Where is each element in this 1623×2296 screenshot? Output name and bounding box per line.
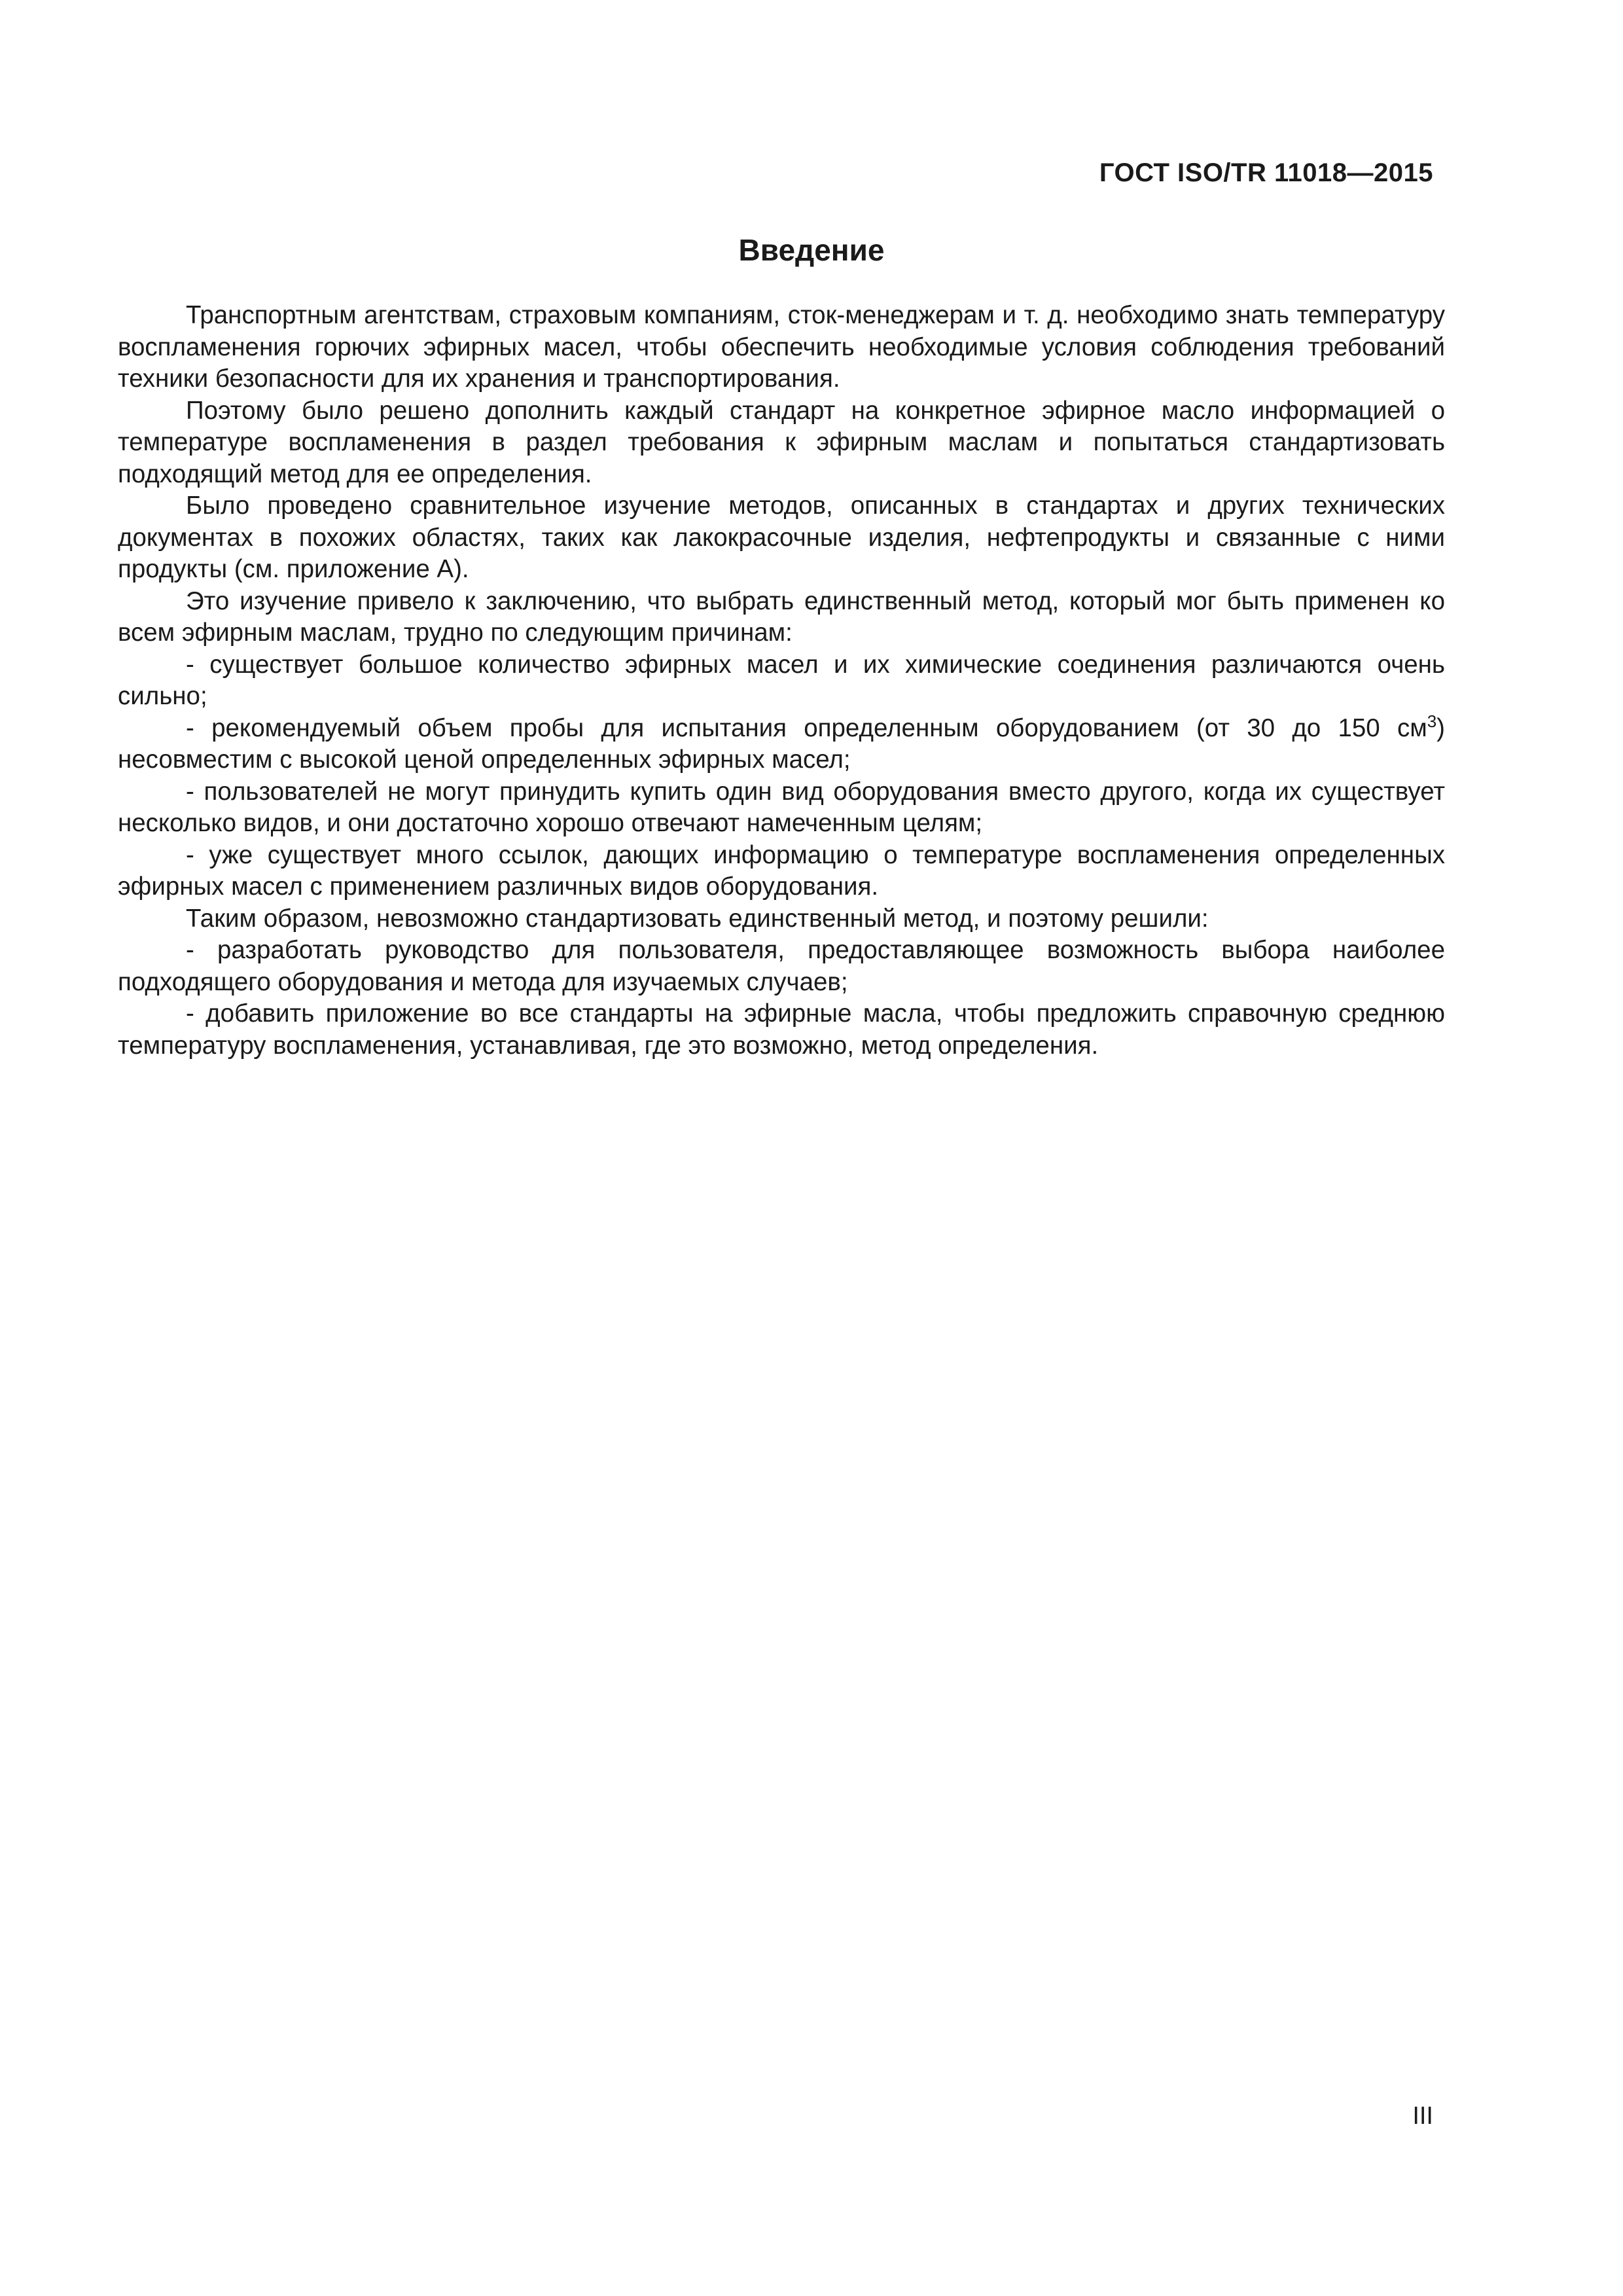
list-item: - разработать руководство для пользователя, предоставляющее возможность выбора наиболее подходящего оборудования и метода для изучаемых случаев; — [118, 936, 1445, 996]
paragraph: Поэтому было решено дополнить каждый стандарт на конкретное эфирное масло информацией о температуре воспламенения в раздел требования к эфирным маслам и попытаться стандартизовать подходящий метод для ее определения. — [118, 396, 1445, 488]
list-item: - существует большое количество эфирных масел и их химические соединения различаются очень сильно; — [118, 650, 1445, 710]
list-item: - уже существует много ссылок, дающих информацию о температуре воспламенения определенных эфирных масел с применением различных видов оборудования. — [118, 840, 1445, 901]
section-title: Введение — [738, 233, 885, 267]
list-item: - пользователей не могут принудить купить один вид оборудования вместо другого, когда их существует несколько видов, и они достаточно хорошо отвечают намеченным целям; — [118, 777, 1445, 837]
list-item-text: ) несовместим с высокой ценой определенных эфирных масел; — [118, 713, 1445, 774]
paragraph: Было проведено сравнительное изучение методов, описанных в стандартах и других технических документах в похожих областях, таких как лакокрасочные изделия, нефтепродукты и связанные с ними продукты (см. приложение А). — [118, 492, 1445, 583]
paragraph: Это изучение привело к заключению, что выбрать единственный метод, который мог быть применен ко всем эфирным маслам, трудно по следующим причинам: — [118, 586, 1445, 647]
page-number: III — [1412, 2102, 1433, 2130]
list-item — [118, 713, 1445, 776]
list-item: - добавить приложение во все стандарты на эфирные масла, чтобы предложить справочную среднюю температуру воспламенения, устанавливая, где это возможно, метод определения. — [118, 999, 1445, 1060]
introduction-body — [118, 300, 1445, 1062]
paragraph: Транспортным агентствам, страховым компаниям, сток-менеджерам и т. д. необходимо знать температуру воспламенения горючих эфирных масел, чтобы обеспечить необходимые условия соблюдения требований техники безопасности для их хранения и транспортирования. — [118, 301, 1445, 393]
list-item-text: - рекомендуемый объем пробы для испытания определенным оборудованием (от 30 до 150 см — [186, 713, 1427, 742]
paragraph: Таким образом, невозможно стандартизовать единственный метод, и поэтому решили: — [186, 904, 1209, 933]
document-code-header: ГОСТ ISO/TR 11018—2015 — [1099, 158, 1433, 187]
superscript: 3 — [1427, 711, 1437, 731]
